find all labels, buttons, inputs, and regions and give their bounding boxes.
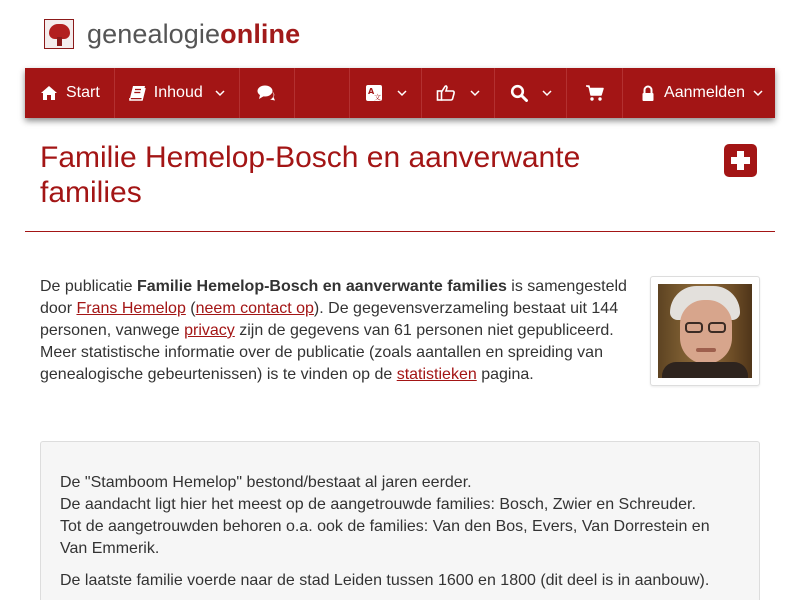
page-title: Familie Hemelop-Bosch en aanverwante families bbox=[40, 141, 581, 209]
comments-icon bbox=[257, 85, 277, 101]
description-paragraph bbox=[60, 472, 740, 560]
intro-text: is samengesteld door bbox=[40, 278, 627, 317]
nav-language[interactable] bbox=[350, 68, 422, 118]
publication-description bbox=[40, 441, 760, 600]
thumbs-up-icon bbox=[436, 84, 456, 102]
nav-search[interactable] bbox=[495, 68, 567, 118]
brand-name: genealogieonline bbox=[87, 18, 301, 49]
svg-text:A: A bbox=[368, 87, 375, 96]
nav-start-label: Start bbox=[66, 84, 100, 101]
nav-inhoud[interactable] bbox=[115, 68, 240, 118]
main-navbar bbox=[25, 68, 775, 118]
chevron-down-icon bbox=[470, 88, 480, 98]
svg-text:文: 文 bbox=[374, 93, 382, 102]
chevron-down-icon bbox=[542, 88, 552, 98]
chevron-down-icon bbox=[753, 88, 763, 98]
chevron-down-icon bbox=[215, 88, 225, 98]
nav-aanmelden[interactable] bbox=[623, 68, 775, 118]
publication-intro bbox=[40, 276, 630, 386]
intro-text: ). De gegevensverzameling bestaat uit 144 personen, vanwege bbox=[40, 300, 619, 339]
description-line: De aandacht ligt hier het meest op de aangetrouwde families: Bosch, Zwier en Schreuder. bbox=[60, 496, 696, 513]
intro-text: De publicatie bbox=[40, 278, 137, 295]
publication-name: Familie Hemelop-Bosch en aanverwante families bbox=[136, 278, 507, 295]
search-icon bbox=[510, 84, 528, 102]
nav-shop[interactable] bbox=[567, 68, 623, 118]
description-line: Tot de aangetrouwden behoren o.a. ook de families: Van den Bos, Evers, Van Dorrestein en Van Emmerik. bbox=[60, 518, 710, 557]
author-photo[interactable] bbox=[650, 276, 760, 386]
author-link[interactable]: Frans Hemelop bbox=[76, 300, 186, 317]
nav-start[interactable] bbox=[25, 68, 115, 118]
shopping-cart-icon bbox=[585, 84, 605, 102]
nav-inhoud-label: Inhoud bbox=[153, 84, 203, 101]
home-icon bbox=[40, 85, 58, 101]
description-line: De "Stamboom Hemelop" bestond/bestaat al jaren eerder. bbox=[60, 474, 472, 491]
privacy-link[interactable]: privacy bbox=[184, 322, 235, 339]
nav-spacer bbox=[295, 68, 350, 118]
lock-icon bbox=[641, 85, 655, 102]
plus-square-icon[interactable] bbox=[724, 144, 757, 177]
nav-aanmelden-label: Aanmelden bbox=[664, 84, 745, 101]
book-icon bbox=[129, 85, 146, 101]
statistics-link[interactable]: statistieken bbox=[396, 366, 477, 383]
contact-link[interactable]: neem contact op bbox=[195, 300, 314, 317]
nav-forum[interactable] bbox=[240, 68, 295, 118]
chevron-down-icon bbox=[397, 88, 407, 98]
intro-text: pagina. bbox=[476, 366, 534, 383]
author-portrait bbox=[658, 284, 752, 378]
site-logo[interactable] bbox=[44, 16, 300, 52]
description-paragraph: De laatste familie voerde naar de stad Leiden tussen 1600 en 1800 (dit deel is in aanbouw). bbox=[60, 572, 710, 589]
title-divider bbox=[25, 231, 775, 232]
tree-logo-icon bbox=[44, 19, 74, 49]
intro-text: zijn de gegevens van 61 personen niet gepubliceerd. Meer statistische informatie over de publicatie (zoals aantallen en spreiding van genealogische gebeurtenissen) is te vinden op de bbox=[40, 322, 614, 383]
intro-text: ( bbox=[185, 300, 196, 317]
language-icon bbox=[365, 84, 383, 102]
nav-recommend[interactable] bbox=[422, 68, 495, 118]
